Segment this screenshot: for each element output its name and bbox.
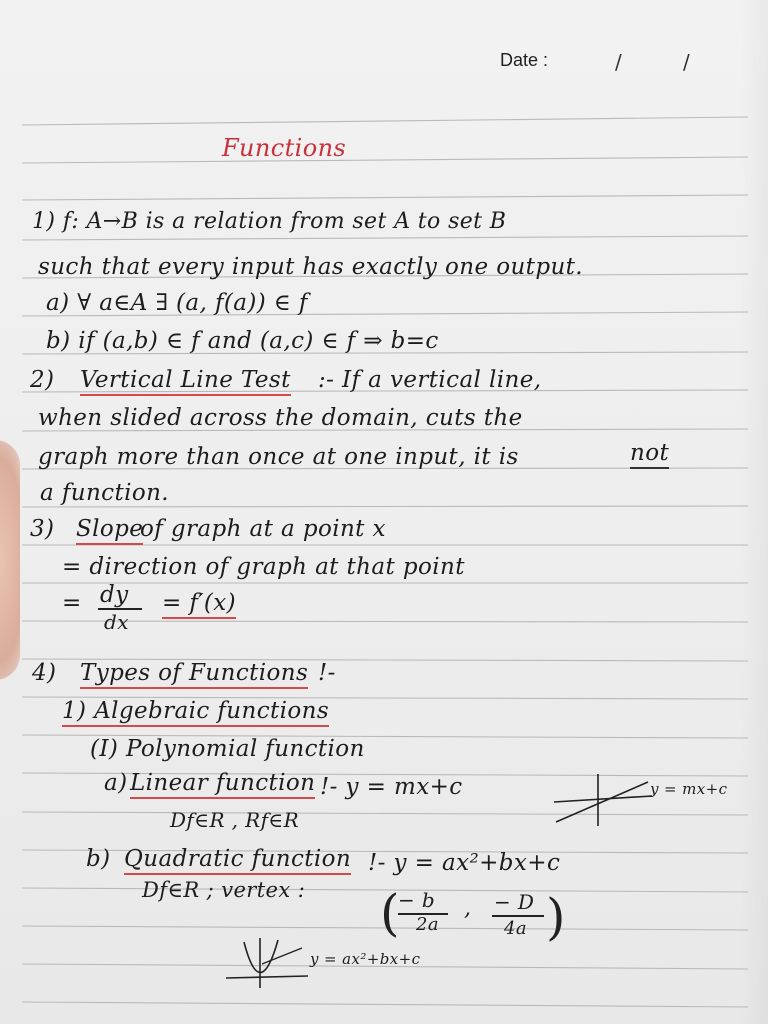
section-heading: Types of Functions <box>80 660 308 689</box>
linear-graph-sketch <box>548 770 658 830</box>
definition-line: 1) f: A→B is a relation from set A to set B <box>32 209 507 234</box>
vertex-numerator: − b <box>398 888 436 912</box>
condition-b: b) if (a,b) ∈ f and (a,c) ∈ f ⇒ b=c <box>46 328 439 354</box>
vertex-paren-close: ) <box>546 888 566 946</box>
graph-label: y = ax²+bx+c <box>310 950 421 968</box>
text-line: graph more than once at one input, it is <box>38 444 519 470</box>
fraction-denominator: dx <box>104 610 129 634</box>
text-line: = direction of graph at that point <box>62 554 465 580</box>
emphasis-not: not <box>630 440 669 469</box>
vertex-denominator: 4a <box>504 918 527 939</box>
section-heading: Vertical Line Test <box>80 367 291 396</box>
condition-a: a) ∀ a∈A ∃ (a, f(a)) ∈ f <box>46 290 308 316</box>
graph-label: y = mx+c <box>650 780 728 798</box>
text-line: of graph at a point x <box>140 516 386 542</box>
date-label: Date : <box>500 50 549 70</box>
text-line: Df∈R ; vertex : <box>142 878 306 902</box>
text-line: a function. <box>40 480 170 506</box>
equals-sign: = <box>62 590 82 616</box>
derivative-notation: = f′(x) <box>162 590 236 619</box>
text-line: !- y = mx+c <box>320 774 463 800</box>
vertex-separator: , <box>464 896 472 921</box>
page-title: Functions <box>222 134 347 162</box>
section-heading: Slope <box>76 516 143 545</box>
text-line: when slided across the domain, cuts the <box>38 405 523 431</box>
domain-range: Df∈R , Rf∈R <box>170 808 300 832</box>
definition-line: such that every input has exactly one output. <box>38 254 584 280</box>
section-heading: Quadratic function <box>124 846 351 875</box>
thumb-in-frame <box>0 440 20 680</box>
vertex-paren-open: ( <box>380 884 400 942</box>
parabola-graph-sketch <box>222 934 312 990</box>
item-number: 2) <box>30 367 55 393</box>
item-number: 3) <box>30 516 55 542</box>
text-line: (I) Polynomial function <box>90 736 365 762</box>
vertex-denominator: 2a <box>416 914 439 935</box>
text-line: !- <box>318 660 336 686</box>
item-number: 4) <box>32 660 57 686</box>
text-line: :- If a vertical line, <box>318 367 542 393</box>
fraction-numerator: dy <box>100 582 129 608</box>
date-separator: / <box>683 50 690 74</box>
item-label: b) <box>86 846 111 872</box>
page-edge-shadow <box>740 0 768 1024</box>
section-heading: Linear function <box>130 770 315 799</box>
subsection-heading: 1) Algebraic functions <box>62 698 329 727</box>
text-line: !- y = ax²+bx+c <box>368 850 561 876</box>
vertex-numerator: − D <box>494 890 535 914</box>
date-separator: / <box>615 50 622 74</box>
item-label: a) <box>104 770 128 796</box>
